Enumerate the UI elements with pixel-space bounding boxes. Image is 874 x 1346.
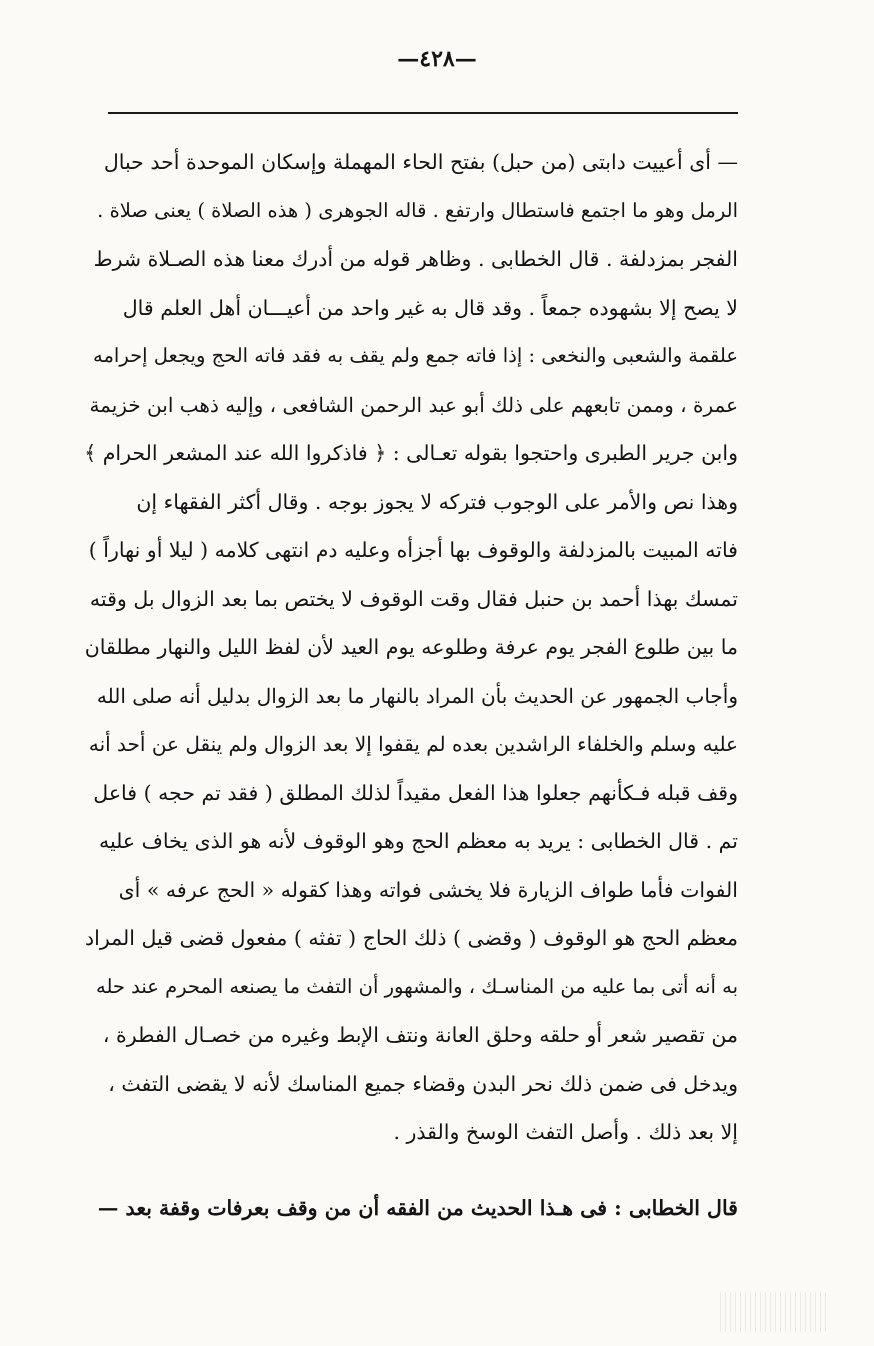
text-line: — أى أعييت دابتى (من حبل) بفتح الحاء المهملة وإسكان الموحدة أحد حبال (103, 150, 738, 174)
text-line: وأجاب الجمهور عن الحديث بأن المراد بالنهار ما بعد الزوال بدليل أنه صلى الله (96, 683, 738, 708)
new-paragraph-line: قال الخطابى : فى هـذا الحديث من الفقه أن من وقف بعرفات وقفة بعد — (97, 1196, 738, 1220)
page-number: —٤٢٨— (397, 46, 477, 72)
text-line: به أنه أتى بما عليه من المناسـك ، والمشهور أن التفث ما يصنعه المحرم عند حله (95, 974, 738, 998)
text-line: علقمة والشعبى والنخعى : إذا فاته جمع ولم يقف به فقد فاته الحج ويجعل إحرامه (93, 344, 738, 367)
text-line: الرمل وهو ما اجتمع فاستطال وارتفع . قاله الجوهرى ( هذه الصلاة ) يعنى صلاة . (97, 198, 738, 222)
text-line: عمرة ، وممن تابعهم على ذلك أبو عبد الرحمن الشافعى ، وإليه ذهب ابن خزيمة (89, 392, 738, 417)
text-line: ما بين طلوع الفجر يوم عرفة وطلوعه يوم العيد لأن لفظ الليل والنهار مطلقان (84, 635, 738, 659)
text-line: من تقصير شعر أو حلقه وحلق العانة ونتف الإبط وغيره من خصـال الفطرة ، (102, 1023, 738, 1047)
text-line: عليه وسلم والخلفاء الراشدين بعده لم يقفوا إلا بعد الزوال ولم ينقل عن أحد أنه (88, 732, 738, 756)
header-divider (108, 112, 738, 114)
text-line: وقف قبله فـكأنهم جعلوا هذا الفعل مقيداً لذلك المطلق ( فقد تم حجه ) فاعل (93, 780, 738, 805)
text-line: الفوات فأما طواف الزيارة فلا يخشى فواته وهذا كقوله « الحج عرفه » أى (118, 877, 738, 902)
text-line: الفجر بمزدلفة . قال الخطابى . وظاهر قوله من أدرك معنا هذه الصـلاة شرط (93, 247, 738, 271)
text-line: تم . قال الخطابى : يريد به معظم الحج وهو الوقوف لأنه هو الذى يخاف عليه (98, 829, 738, 853)
commentary-paragraph (82, 138, 738, 1157)
text-line: معظم الحج هو الوقوف ( وقضى ) ذلك الحاج ( تفثه ) مفعول قضى قيل المراد (85, 926, 738, 950)
text-line: فاته المبيت بالمزدلفة والوقوف بها أجزأه وعليه دم انتهى كلامه ( ليلا أو نهاراً ) (88, 538, 738, 562)
text-line: إلا بعد ذلك . وأصل التفث الوسخ والقذر . (393, 1120, 738, 1144)
scan-artifact (720, 1292, 830, 1332)
text-line: وهذا نص والأمر على الوجوب فتركه لا يجوز بوجه . وقال أكثر الفقهاء إن (136, 489, 738, 514)
text-line: لا يصح إلا بشهوده جمعاً . وقد قال به غير واحد من أعيـــان أهل العلم قال (122, 295, 738, 320)
text-line: ويدخل فى ضمن ذلك نحر البدن وقضاء جميع المناسك لأنه لا يقضى التفث ، (108, 1071, 738, 1096)
text-line: وابن جرير الطبرى واحتجوا بقوله تعـالى : ﴿ فاذكروا الله عند المشعر الحرام ﴾ (84, 441, 738, 465)
text-line: تمسك بهذا أحمد بن حنبل فقال وقت الوقوف لا يختص بما بعد الزوال بل وقته (89, 586, 738, 611)
